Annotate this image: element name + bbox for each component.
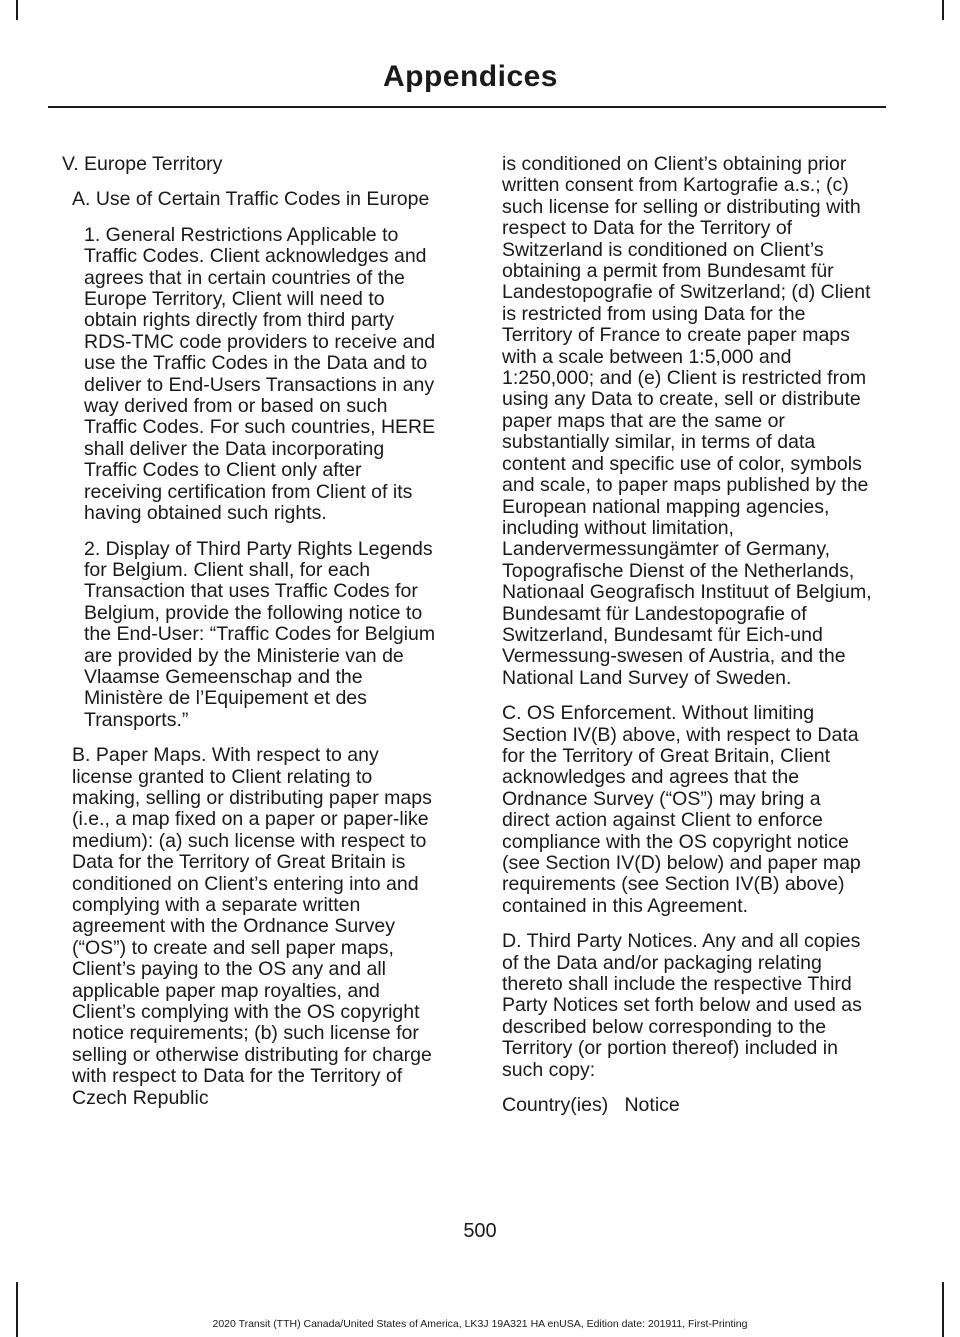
right-column <box>502 154 872 1130</box>
left-column <box>62 154 440 1123</box>
paragraph-d: D. Third Party Notices. Any and all copies of the Data and/or packaging relating thereto shall include the respective Third Party Notices set forth below and used as described below corresponding to the Territory (or portion thereof) included in such copy: <box>502 930 862 1081</box>
footer-edition-info: 2020 Transit (TTH) Canada/United States of America, LK3J 19A321 HA enUSA, Edition date: 201911, First-Printing <box>212 1318 748 1330</box>
paragraph-b: B. Paper Maps. With respect to any license granted to Client relating to making, selling or distributing paper maps (i.e., a map fixed on a paper or paper-like medium): (a) such license with respect to Data for the Territory of Great Britain is conditioned on Client’s entering into and complying with a separate written agreement with the Ordnance Survey (“OS”) to create and sell paper maps, Client’s paying to the OS any and all applicable paper map royalties, and Client’s complying with the OS copyright notice requirements; (b) such license for selling or otherwise distributing for charge with respect to Data for the Territory of Czech Republic <box>72 744 432 1109</box>
clause-2: 2. Display of Third Party Rights Legends for Belgium. Client shall, for each Transaction that uses Traffic Codes for Belgium, provide the following notice to the End-User: “Traffic Codes for Belgium are provided by the Ministerie van de Vlaamse Gemeenschap and the Ministère de l’Equipement et des Transports.” <box>84 537 436 731</box>
page-title: Appendices <box>382 60 558 93</box>
table-header-country: Country(ies) <box>502 1094 609 1117</box>
subsection-heading: A. Use of Certain Traffic Codes in Europe <box>72 188 430 211</box>
page-number: 500 <box>463 1220 497 1242</box>
clause-1: 1. General Restrictions Applicable to Traffic Codes. Client acknowledges and agrees that in certain countries of the Europe Territory, Client will need to obtain rights directly from third party RDS-TMC code providers to receive and use the Traffic Codes in the Data and to deliver to End-Users Transactions in any way derived from or based on such Traffic Codes. For such countries, HERE shall deliver the Data incorporating Traffic Codes to Client only after receiving certification from Client of its having obtained such rights. <box>84 223 436 525</box>
paragraph-b-continued: is conditioned on Client’s obtaining prior written consent from Kartografie a.s.; (c) such license for selling or distributing with respect to Data for the Territory of Switzerland is conditioned on Client’s obtaining a permit from Bundesamt für Landestopografie of Switzerland; (d) Client is restricted from using Data for the Territory of France to create paper maps with a scale between 1:5,000 and 1:250,000; and (e) Client is restricted from using any Data to create, sell or distribute paper maps that are the same or substantially similar, in terms of data content and specific use of color, symbols and scale, to paper maps published by the European national mapping agencies, including without limitation, Landervermessungämter of Germany, Topografische Dienst of the Netherlands, Nationaal Geografisch Instituut of Belgium, Bundesamt für Landestopografie of Switzerland, Bundesamt für Eich-und Vermessung-swesen of Austria, and the National Land Survey of Sweden. <box>502 153 872 689</box>
table-header-notice: Notice <box>624 1094 680 1117</box>
notice-table-header <box>502 1095 872 1116</box>
section-heading: V. Europe Territory <box>62 153 223 175</box>
header-divider <box>48 106 886 108</box>
crop-mark-top-left-v <box>16 0 18 20</box>
paragraph-c: C. OS Enforcement. Without limiting Section IV(B) above, with respect to Data for the Territory of Great Britain, Client acknowledges and agrees that the Ordnance Survey (“OS”) may bring a direct action against Client to enforce compliance with the OS copyright notice (see Section IV(D) below) and paper map requirements (see Section IV(B) above) contained in this Agreement. <box>502 702 861 917</box>
crop-mark-top-right-v <box>942 0 944 20</box>
